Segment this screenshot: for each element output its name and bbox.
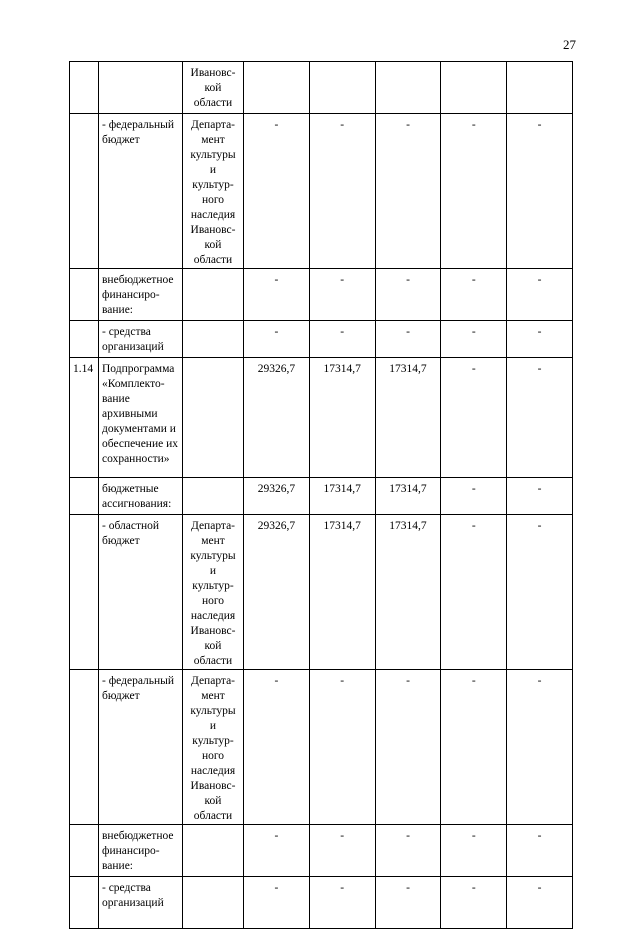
value-cell-5: - — [507, 670, 573, 825]
executor-cell: Ивановс- кой области — [183, 62, 244, 114]
executor-cell — [183, 321, 244, 358]
value-cell-2: 17314,7 — [309, 358, 375, 478]
row-number-cell — [70, 877, 99, 929]
value-cell-3: 17314,7 — [375, 515, 441, 670]
value-cell-4: - — [441, 321, 507, 358]
table-row — [70, 358, 573, 478]
table-row — [70, 269, 573, 321]
row-number-cell — [70, 515, 99, 670]
value-cell-1: - — [244, 877, 310, 929]
row-name-cell: внебюджетное финансиро- вание: — [99, 269, 183, 321]
table-row — [70, 670, 573, 825]
executor-cell: Департа- мент культуры и культур- ного наследия Ивановс- кой области — [183, 114, 244, 269]
row-number-cell: 1.14 — [70, 358, 99, 478]
row-name-cell: Подпрограмма «Комплекто- вание архивными документами и обеспечение их сохранности» — [99, 358, 183, 478]
row-name-cell: внебюджетное финансиро- вание: — [99, 825, 183, 877]
value-cell-4: - — [441, 269, 507, 321]
value-cell-5: - — [507, 515, 573, 670]
executor-cell: Департа- мент культуры и культур- ного наследия Ивановс- кой области — [183, 670, 244, 825]
value-cell-1: 29326,7 — [244, 515, 310, 670]
table-row — [70, 478, 573, 515]
budget-table — [69, 61, 573, 929]
value-cell-1: - — [244, 825, 310, 877]
value-cell-1: - — [244, 269, 310, 321]
value-cell-2: - — [309, 825, 375, 877]
value-cell-2: - — [309, 114, 375, 269]
table-row — [70, 515, 573, 670]
row-number-cell — [70, 670, 99, 825]
value-cell-4: - — [441, 358, 507, 478]
value-cell-3: - — [375, 670, 441, 825]
value-cell-3: - — [375, 825, 441, 877]
table-row — [70, 825, 573, 877]
page-number: 27 — [563, 37, 576, 52]
row-name-cell: - средства организаций — [99, 321, 183, 358]
table-row — [70, 877, 573, 929]
executor-cell — [183, 358, 244, 478]
value-cell-2: - — [309, 321, 375, 358]
value-cell-2: 17314,7 — [309, 515, 375, 670]
value-cell-4 — [441, 62, 507, 114]
table-row — [70, 321, 573, 358]
executor-cell — [183, 877, 244, 929]
row-name-cell: бюджетные ассигнования: — [99, 478, 183, 515]
row-name-cell: - средства организаций — [99, 877, 183, 929]
executor-cell — [183, 269, 244, 321]
row-number-cell — [70, 114, 99, 269]
value-cell-3: - — [375, 269, 441, 321]
value-cell-4: - — [441, 825, 507, 877]
value-cell-3: - — [375, 877, 441, 929]
value-cell-1 — [244, 62, 310, 114]
value-cell-2 — [309, 62, 375, 114]
row-number-cell — [70, 62, 99, 114]
executor-cell — [183, 478, 244, 515]
value-cell-3: 17314,7 — [375, 478, 441, 515]
value-cell-5: - — [507, 358, 573, 478]
value-cell-4: - — [441, 670, 507, 825]
executor-cell — [183, 825, 244, 877]
table-body — [70, 62, 573, 929]
row-number-cell — [70, 478, 99, 515]
value-cell-3: - — [375, 321, 441, 358]
table-row — [70, 62, 573, 114]
value-cell-5: - — [507, 825, 573, 877]
row-name-cell: - федеральный бюджет — [99, 670, 183, 825]
value-cell-2: - — [309, 269, 375, 321]
value-cell-1: - — [244, 670, 310, 825]
value-cell-5: - — [507, 321, 573, 358]
value-cell-5: - — [507, 877, 573, 929]
row-name-cell: - областной бюджет — [99, 515, 183, 670]
row-name-cell: - федеральный бюджет — [99, 114, 183, 269]
value-cell-5 — [507, 62, 573, 114]
value-cell-3: - — [375, 114, 441, 269]
value-cell-2: - — [309, 877, 375, 929]
value-cell-4: - — [441, 877, 507, 929]
row-number-cell — [70, 269, 99, 321]
value-cell-3: 17314,7 — [375, 358, 441, 478]
value-cell-2: - — [309, 670, 375, 825]
row-name-cell — [99, 62, 183, 114]
value-cell-1: 29326,7 — [244, 478, 310, 515]
value-cell-2: 17314,7 — [309, 478, 375, 515]
row-number-cell — [70, 825, 99, 877]
executor-cell: Департа- мент культуры и культур- ного наследия Ивановс- кой области — [183, 515, 244, 670]
value-cell-5: - — [507, 269, 573, 321]
value-cell-4: - — [441, 114, 507, 269]
row-number-cell — [70, 321, 99, 358]
value-cell-5: - — [507, 114, 573, 269]
value-cell-5: - — [507, 478, 573, 515]
value-cell-1: - — [244, 114, 310, 269]
value-cell-1: 29326,7 — [244, 358, 310, 478]
value-cell-4: - — [441, 478, 507, 515]
value-cell-3 — [375, 62, 441, 114]
value-cell-1: - — [244, 321, 310, 358]
table-row — [70, 114, 573, 269]
value-cell-4: - — [441, 515, 507, 670]
